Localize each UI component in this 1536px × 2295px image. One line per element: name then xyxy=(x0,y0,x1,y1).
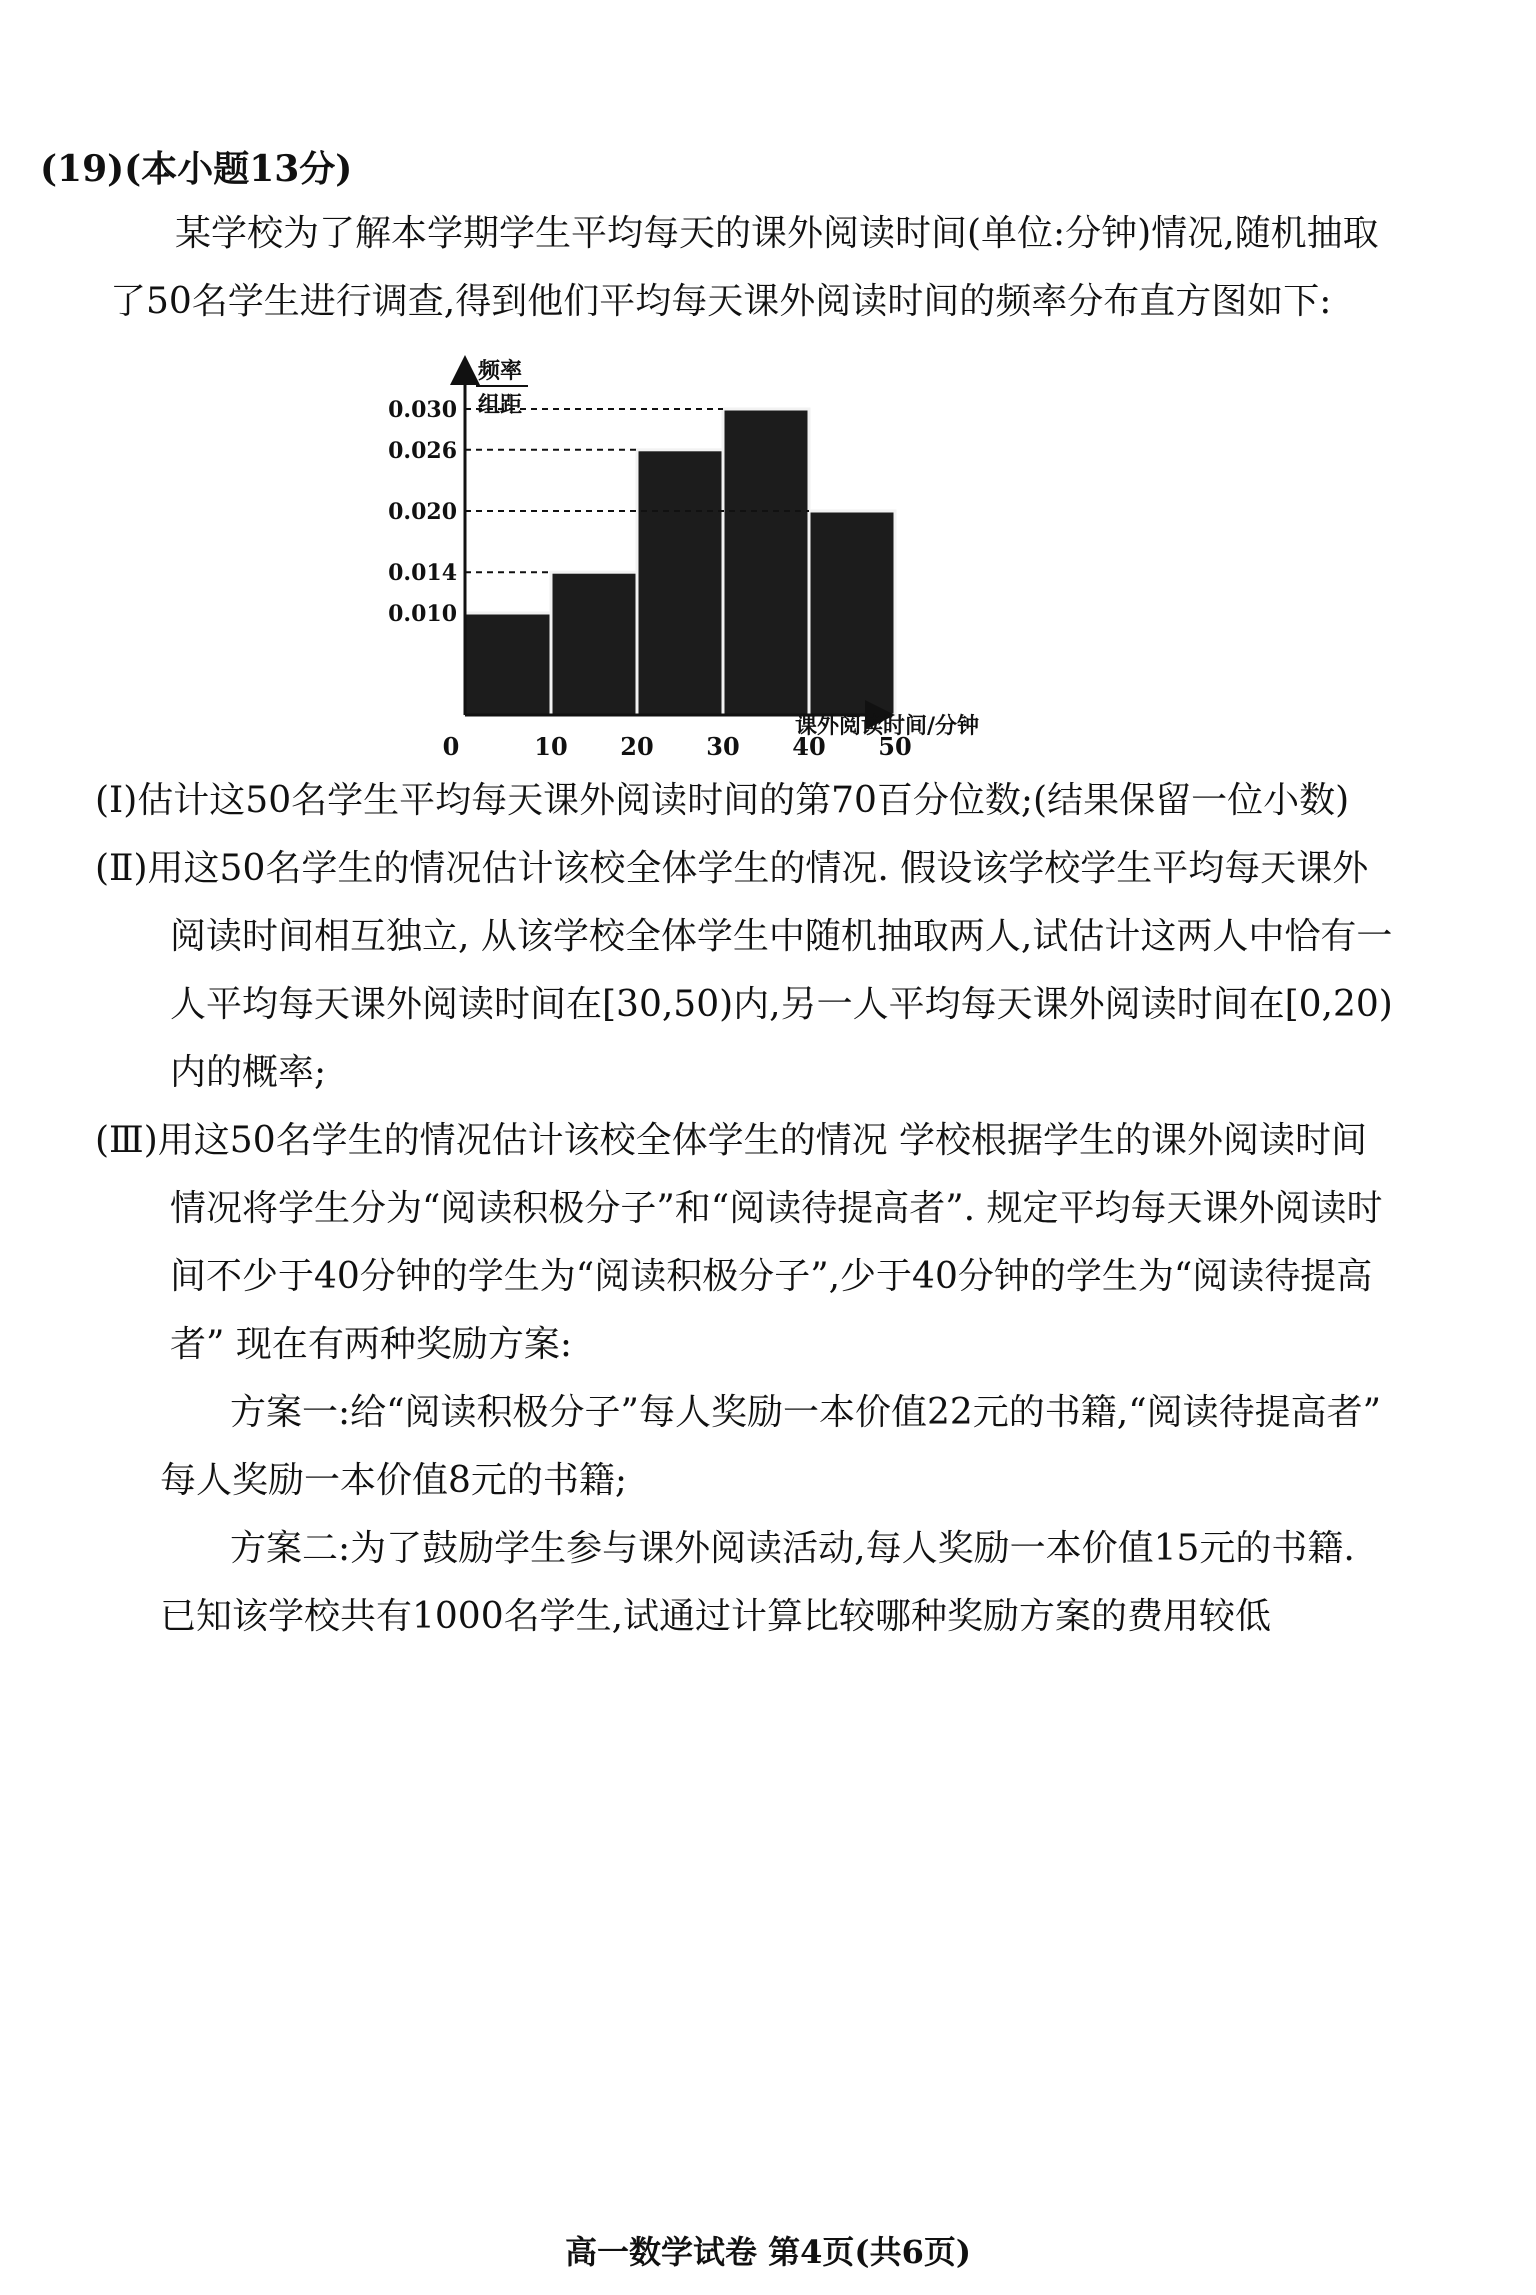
part-3-line: 情况将学生分为“阅读积极分子”和“阅读待提高者”. 规定平均每天课外阅读时 xyxy=(170,1188,1383,1229)
x-tick-label: 20 xyxy=(620,732,654,760)
closing-line: 已知该学校共有1000名学生,试通过计算比较哪种奖励方案的费用较低 xyxy=(160,1596,1272,1637)
plan-one-line: 方案一:给“阅读积极分子”每人奖励一本价值22元的书籍,“阅读待提高者” xyxy=(230,1392,1381,1433)
x-tick-label: 30 xyxy=(706,732,740,760)
histogram-bar xyxy=(723,409,809,715)
part-1: (Ⅰ)估计这50名学生平均每天课外阅读时间的第70百分位数;(结果保留一位小数) xyxy=(95,780,1350,821)
plan-two-line: 方案二:为了鼓励学生参与课外阅读活动,每人奖励一本价值15元的书籍. xyxy=(230,1528,1355,1569)
x-tick-label: 10 xyxy=(534,732,568,760)
plan-one-line: 每人奖励一本价值8元的书籍; xyxy=(160,1460,628,1501)
question-number: (19)(本小题13分) xyxy=(40,148,353,190)
intro-line: 了50名学生进行调查,得到他们平均每天课外阅读时间的频率分布直方图如下: xyxy=(110,281,1332,322)
frequency-histogram xyxy=(360,350,1080,760)
x-tick-label: 50 xyxy=(878,732,912,760)
part-3-line: 间不少于40分钟的学生为“阅读积极分子”,少于40分钟的学生为“阅读待提高 xyxy=(170,1256,1373,1297)
x-tick-label: 40 xyxy=(792,732,826,760)
part-2-line: (Ⅱ)用这50名学生的情况估计该校全体学生的情况. 假设该学校学生平均每天课外 xyxy=(95,848,1369,889)
histogram-bar xyxy=(465,613,551,715)
y-tick-label: 0.014 xyxy=(388,560,457,587)
y-tick-label: 0.010 xyxy=(388,601,457,627)
page-footer: 高一数学试卷 第4页(共6页) xyxy=(565,2233,971,2271)
y-tick-label: 0.026 xyxy=(388,437,457,464)
x-axis-label: 课外阅读时间/分钟 xyxy=(795,713,980,739)
histogram-bar xyxy=(551,572,637,715)
part-2-line: 内的概率; xyxy=(170,1052,327,1093)
intro-line: 某学校为了解本学期学生平均每天的课外阅读时间(单位:分钟)情况,随机抽取 xyxy=(175,213,1379,254)
histogram-bar xyxy=(809,511,895,715)
histogram-bar xyxy=(637,450,723,715)
x-tick-label: 0 xyxy=(442,732,460,760)
part-2-line: 阅读时间相互独立, 从该学校全体学生中随机抽取两人,试估计这两人中恰有一 xyxy=(170,916,1393,957)
y-tick-label: 0.020 xyxy=(388,499,457,525)
y-tick-label: 0.030 xyxy=(388,397,457,423)
part-2-line: 人平均每天课外阅读时间在[30,50)内,另一人平均每天课外阅读时间在[0,20) xyxy=(170,984,1393,1025)
part-3-line: 者” 现在有两种奖励方案: xyxy=(170,1324,572,1365)
y-axis-label-bottom: 组距 xyxy=(478,392,523,418)
y-axis-label-top: 频率 xyxy=(478,358,523,384)
part-3-line: (Ⅲ)用这50名学生的情况估计该校全体学生的情况 学校根据学生的课外阅读时间 xyxy=(95,1120,1368,1161)
